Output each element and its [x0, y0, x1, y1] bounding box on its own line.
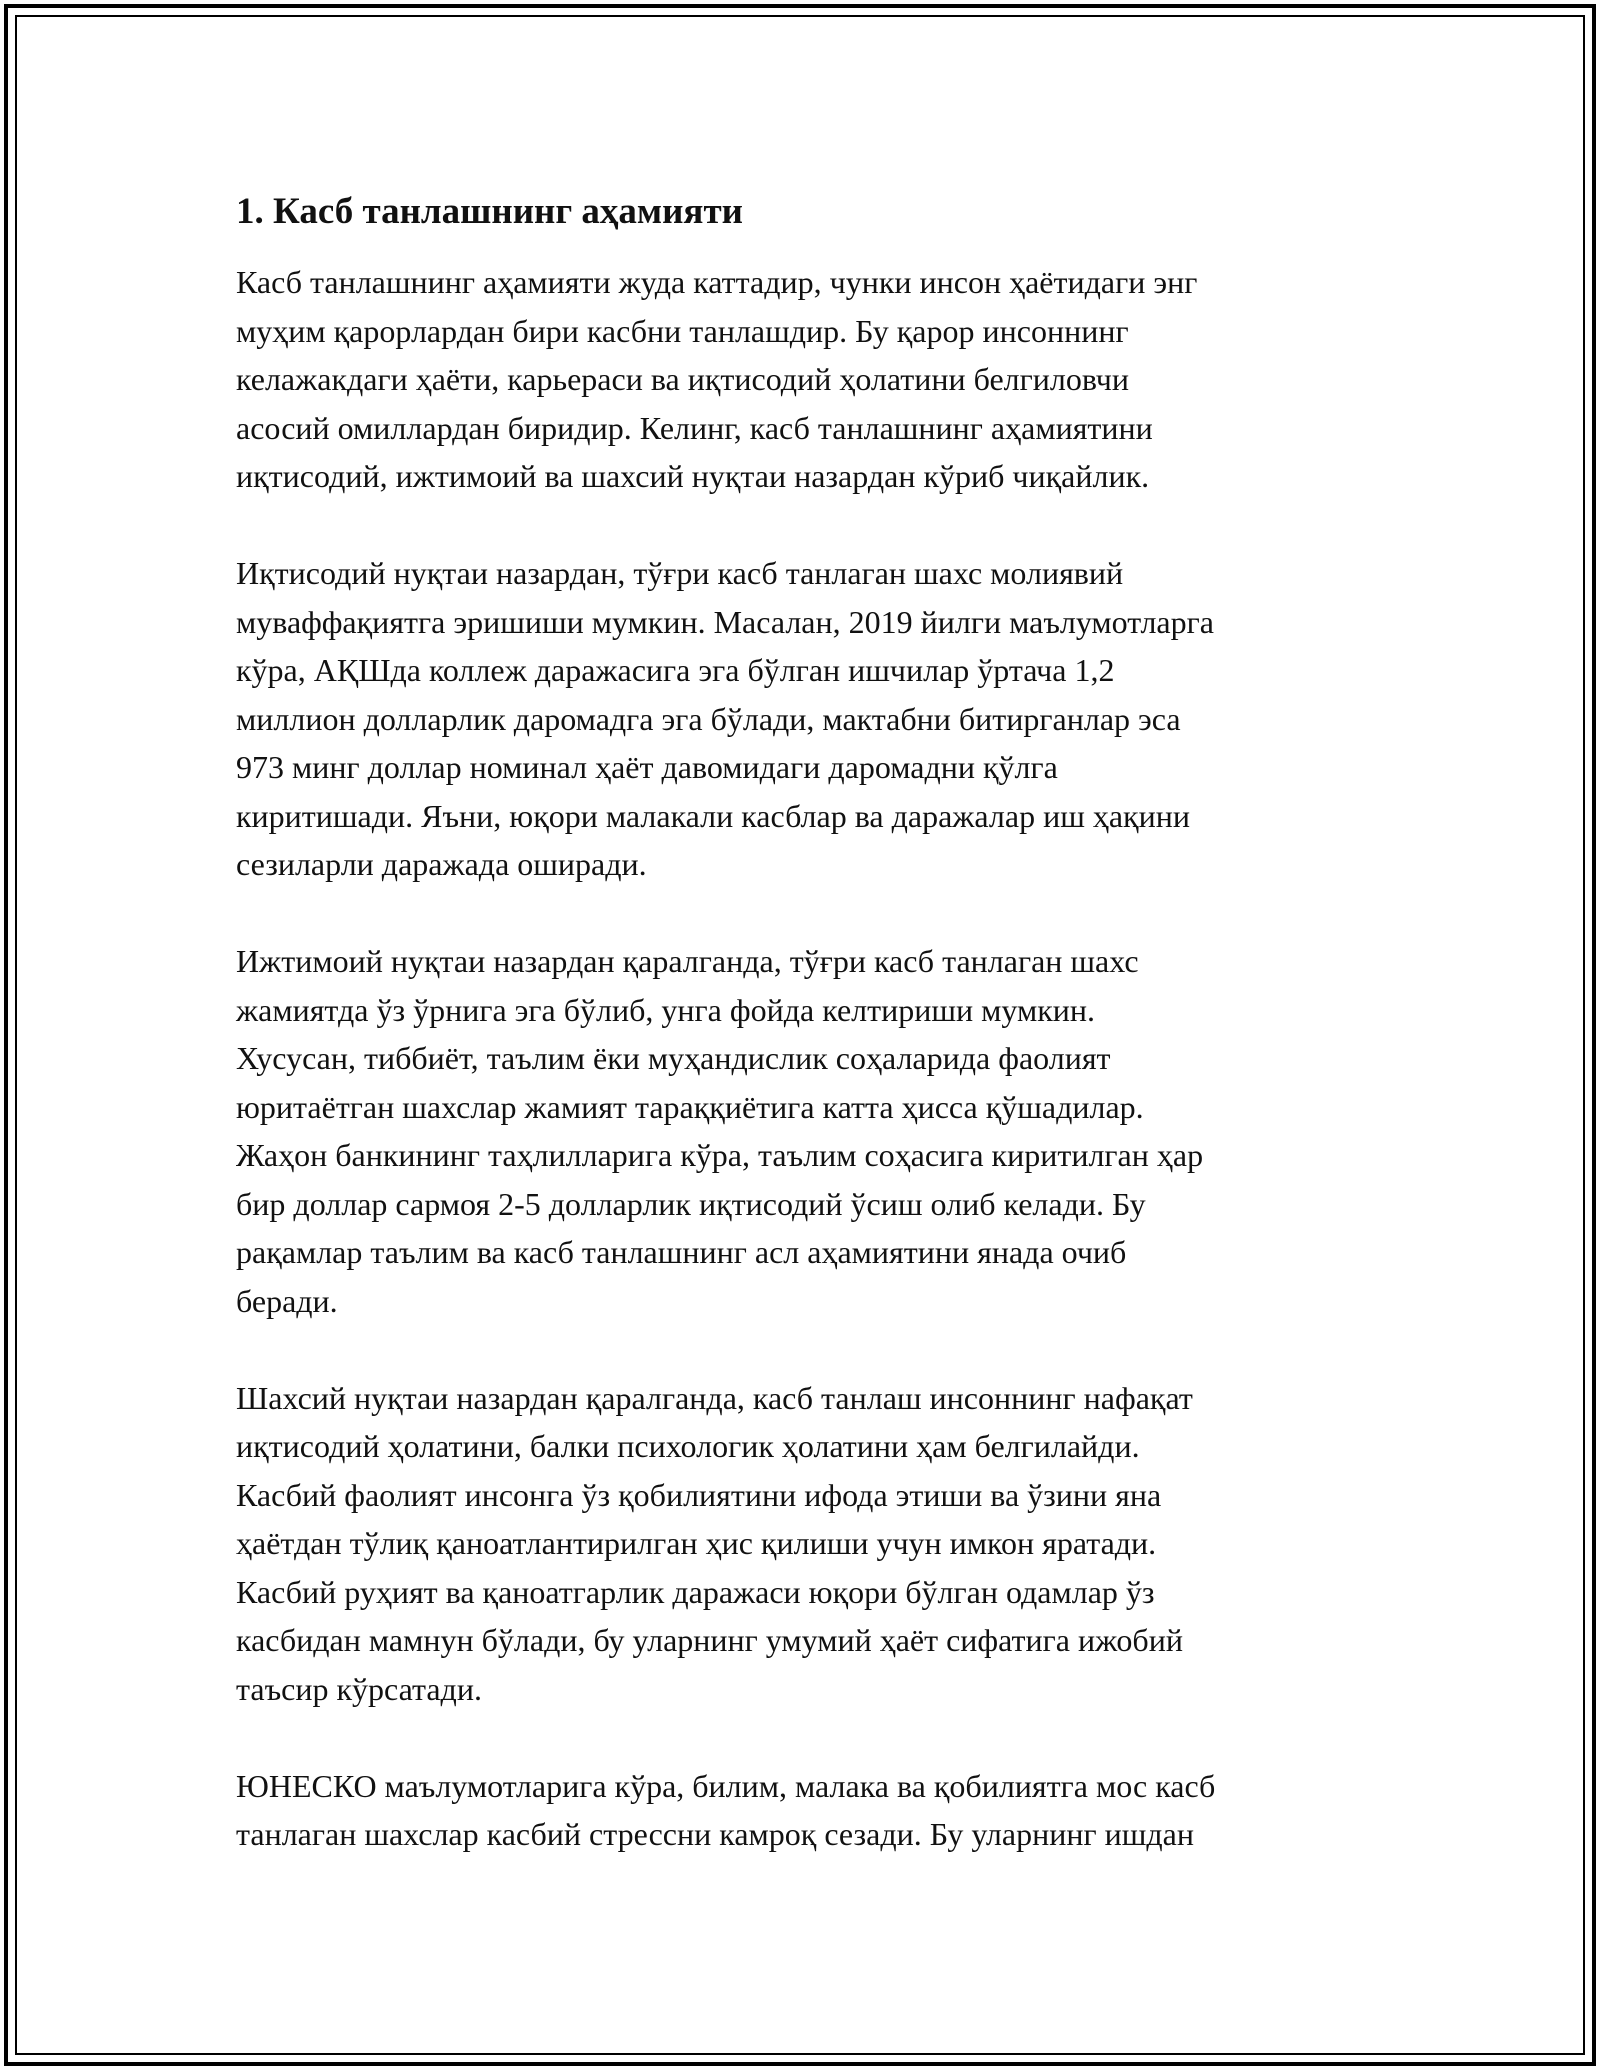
text-line: юритаётган шахслар жамият тараққиётига катта ҳисса қўшадилар. [236, 1088, 1144, 1125]
text-line: асосий омиллардан биридир. Келинг, касб танлашнинг аҳамиятини [236, 409, 1153, 446]
text-line: киритишади. Яъни, юқори малакали касблар ва даражалар иш ҳақини [236, 797, 1190, 834]
text-line: миллион долларлик даромадга эга бўлади, мактабни битирганлар эса [236, 700, 1181, 737]
text-line: иқтисодий, ижтимоий ва шахсий нуқтаи назардан кўриб чиқайлик. [236, 458, 1150, 494]
section-heading: 1. Касб танлашнинг аҳамияти [236, 191, 743, 232]
text-line: рақамлар таълим ва касб танлашнинг асл аҳамиятини янада очиб [236, 1234, 1127, 1270]
text-line: Касбий руҳият ва қаноатгарлик даражаси юқори бўлган одамлар ўз [236, 1573, 1155, 1610]
text-line: ҳаётдан тўлиқ қаноатлантирилган ҳис қилиши учун имкон яратади. [236, 1525, 1157, 1561]
document-body [236, 188, 1386, 1907]
text-line: келажакдаги ҳаёти, карьераси ва иқтисодий ҳолатини белгиловчи [236, 361, 1129, 397]
text-line: жамиятда ўз ўрнига эга бўлиб, унга фойда келтириши мумкин. [236, 991, 1095, 1028]
text-line: Хусусан, тиббиёт, таълим ёки муҳандислик соҳаларида фаолият [236, 1040, 1111, 1076]
paragraph-personal [236, 1374, 1386, 1714]
paragraph-social [236, 937, 1386, 1325]
text-line: муҳим қарорлардан бири касбни танлашдир. Бу қарор инсоннинг [236, 312, 1129, 349]
paragraph-unesco [236, 1762, 1386, 1859]
paragraph-economic [236, 549, 1386, 889]
text-line: Иқтисодий нуқтаи назардан, тўғри касб танлаган шахс молиявий [236, 555, 1124, 591]
text-line: ЮНЕСКО маълумотларига кўра, билим, малака ва қобилиятга мос касб [236, 1767, 1216, 1804]
text-line: бир доллар сармоя 2-5 долларлик иқтисодий ўсиш олиб келади. Бу [236, 1185, 1146, 1222]
text-line: Касбий фаолият инсонга ўз қобилиятини ифода этиши ва ўзини яна [236, 1476, 1162, 1513]
text-line: Касб танлашнинг аҳамияти жуда каттадир, чунки инсон ҳаётидаги энг [236, 264, 1198, 300]
text-line: 973 минг доллар номинал ҳаёт давомидаги даромадни қўлга [236, 749, 1058, 785]
text-line: касбидан мамнун бўлади, бу уларнинг умумий ҳаёт сифатига ижобий [236, 1622, 1183, 1658]
text-line: муваффақиятга эришиши мумкин. Масалан, 2019 йилги маълумотларга [236, 603, 1214, 640]
text-line: иқтисодий ҳолатини, балки психологик ҳолатини ҳам белгилайди. [236, 1428, 1140, 1464]
text-line: Ижтимоий нуқтаи назардан қаралганда, тўғри касб танлаган шахс [236, 943, 1139, 979]
text-line: Шахсий нуқтаи назардан қаралганда, касб танлаш инсоннинг нафақат [236, 1379, 1193, 1416]
paragraph-importance-intro [236, 258, 1386, 501]
text-line: беради. [236, 1282, 338, 1319]
text-line: танлаган шахслар касбий стрессни камроқ сезади. Бу уларнинг ишдан [236, 1816, 1194, 1852]
text-line: кўра, АҚШда коллеж даражасига эга бўлган ишчилар ўртача 1,2 [236, 652, 1115, 688]
text-line: сезиларли даражада оширади. [236, 846, 647, 882]
text-line: Жаҳон банкининг таҳлилларига кўра, таълим соҳасига киритилган ҳар [236, 1137, 1204, 1173]
text-line: таъсир кўрсатади. [236, 1670, 482, 1707]
